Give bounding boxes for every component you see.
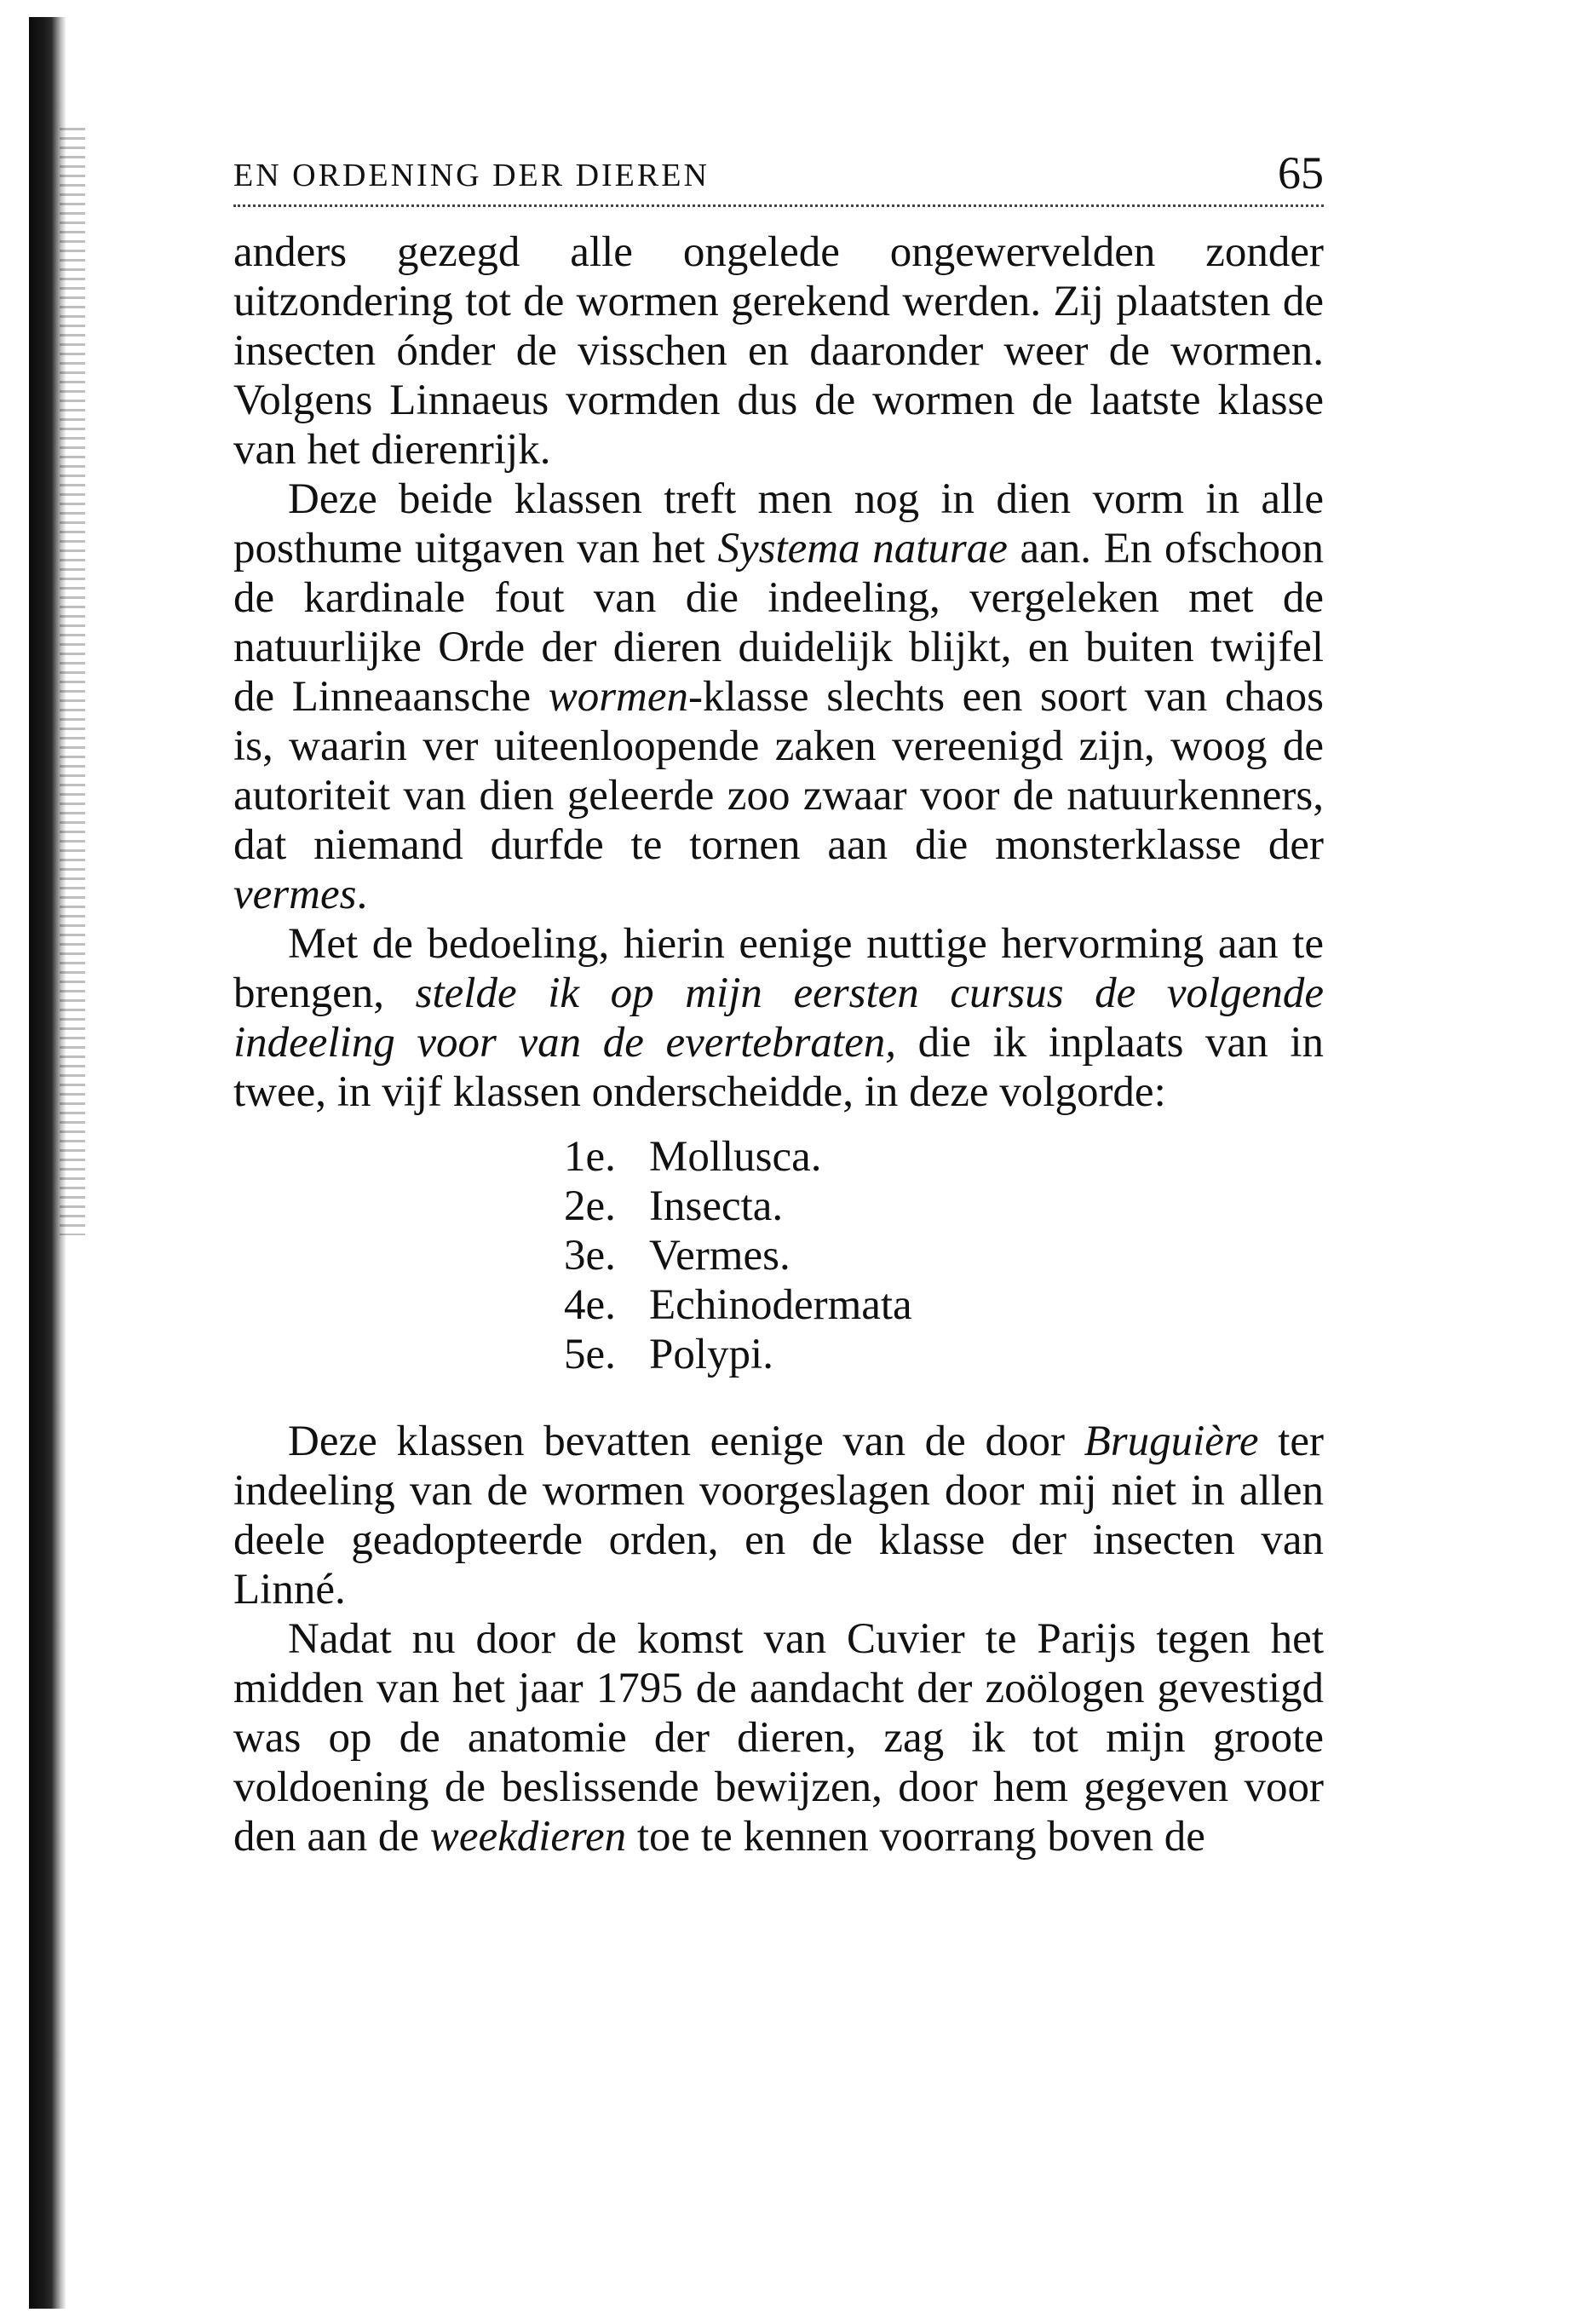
class-name: Mollusca. xyxy=(649,1133,822,1181)
paragraph-3-text-c: die ik inplaats van in twee, in vijf klassen onderscheidde, in deze volgorde: xyxy=(233,1019,1324,1116)
term-vermes: vermes xyxy=(233,871,357,918)
page-number: 65 xyxy=(1278,147,1324,198)
name-bruguiere: Bruguière xyxy=(1084,1418,1259,1465)
paragraph-4 xyxy=(233,1417,1324,1614)
list-number: 2e. xyxy=(564,1182,616,1230)
paragraph-3 xyxy=(233,919,1324,1117)
class-name: Echinodermata xyxy=(649,1281,912,1329)
spine-speckle xyxy=(60,128,85,1235)
paragraph-3-text-a: Met de bedoeling, hierin eenige nuttige hervorming aan te brengen, xyxy=(233,920,1324,1017)
class-name: Insecta. xyxy=(649,1182,784,1230)
classes-list xyxy=(564,1132,1324,1379)
list-item xyxy=(564,1231,1324,1280)
paragraph-2-text-a: Deze beide klassen treft men nog in dien vorm in alle posthume uitgaven van het xyxy=(233,475,1324,572)
paragraph-2-text-c: aan. En ofschoon de kardinale fout van die indeeling, vergeleken met de natuurlijke Orde der dieren duidelijk blijkt, en buiten twijfel de Linneaansche xyxy=(233,525,1324,721)
paragraph-2 xyxy=(233,475,1324,919)
list-number: 3e. xyxy=(564,1232,616,1280)
paragraph-4-text-c: ter indeeling van de wormen voorgeslagen door mij niet in allen deele geadopteerde orden, en de klasse der insecten van Linné. xyxy=(233,1418,1324,1614)
term-weekdieren: weekdieren xyxy=(429,1813,627,1861)
class-name: Polypi. xyxy=(649,1331,773,1378)
title-systema-naturae: Systema naturae xyxy=(717,525,1008,572)
emphasis-indeeling: stelde ik op mijn eersten cursus de volgende indeeling voor van de evertebraten, xyxy=(233,969,1324,1067)
list-number: 1e. xyxy=(564,1133,616,1181)
book-page xyxy=(233,145,1324,1861)
list-number: 5e. xyxy=(564,1331,616,1378)
list-item xyxy=(564,1280,1324,1330)
page-header xyxy=(233,145,1324,207)
list-item xyxy=(564,1182,1324,1231)
list-item xyxy=(564,1330,1324,1379)
list-item xyxy=(564,1132,1324,1182)
list-number: 4e. xyxy=(564,1281,616,1329)
paragraph-1: anders gezegd alle ongelede ongewervelden zonder uitzondering tot de wormen gerekend werden. Zij plaatsten de insecten ónder de visschen en daaronder weer de wormen. Volgens Linnaeus vormden dus de wormen de laatste klasse van het dierenrijk. xyxy=(233,228,1324,474)
term-wormen: wormen xyxy=(548,673,689,721)
paragraph-2-text-e: -klasse slechts een soort van chaos is, waarin ver uiteenloopende zaken vereenigd zijn, woog de autoriteit van dien geleerde zoo zwaar voor de natuurkenners, dat niemand durfde te tornen aan die monsterklasse der xyxy=(233,673,1324,869)
paragraph-5-text-c: toe te kennen voorrang boven de xyxy=(626,1813,1205,1861)
paragraph-5-text-a: Nadat nu door de komst van Cuvier te Parijs tegen het midden van het jaar 1795 de aandacht der zoölogen gevestigd was op de anatomie der dieren, zag ik tot mijn groote voldoening de beslissende bewijzen, door hem gegeven voor den aan de xyxy=(233,1615,1324,1861)
paragraph-2-text-g: . xyxy=(356,871,368,918)
paragraph-5 xyxy=(233,1614,1324,1861)
running-head: EN ORDENING DER DIEREN xyxy=(233,158,710,193)
paragraph-4-text-a: Deze klassen bevatten eenige van de door xyxy=(288,1418,1084,1465)
body-text xyxy=(233,227,1324,1861)
class-name: Vermes. xyxy=(649,1232,790,1280)
